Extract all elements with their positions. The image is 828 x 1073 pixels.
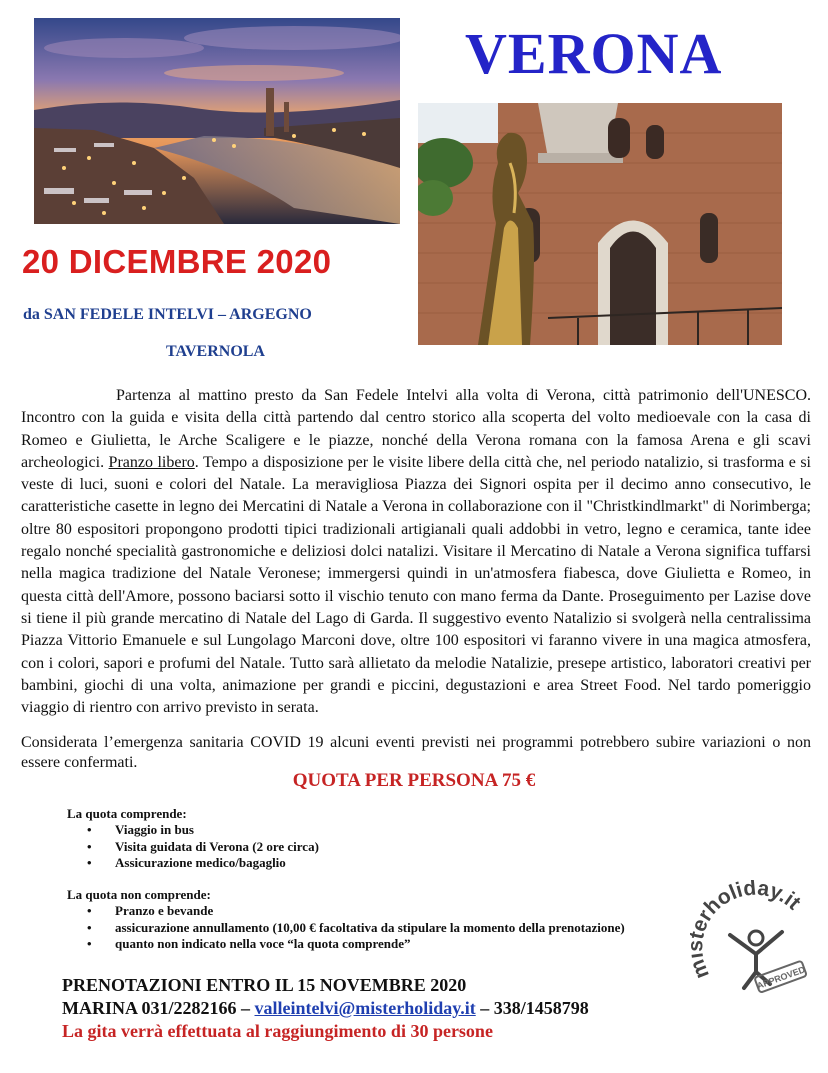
description-part-1: Partenza al mattino presto da San Fedele Intelvi alla volta di Verona, città patrimonio dell'UNESCO. Incontro con la guida e visita della città partendo dal centro storico alla scoperta del volto medioevale con la casa di Romeo e Giulietta, le Arche Scaligere e le piazze, nonché della Verona romana con la famosa Arena e gli scavi archeologici. (21, 387, 811, 471)
contact-line (62, 997, 589, 1020)
logo-brand-text: rholiday.it (693, 880, 806, 926)
juliet-statue-photo (418, 103, 782, 345)
includes-title: La quota comprende: (67, 806, 187, 821)
list-item: • Assicurazione medico/bagaglio (87, 855, 286, 870)
contact-email-link[interactable]: valleintelvi@misterholiday.it (254, 998, 476, 1018)
misterholiday-logo (690, 880, 820, 1010)
list-item: • quanto non indicato nella voce “la quota comprende” (87, 936, 411, 951)
verona-panorama-photo (34, 18, 400, 224)
contact-mobile: – 338/1458798 (475, 998, 589, 1018)
description-part-2: . Tempo a disposizione per le visite libere della città che, nel periodo natalizio, si trasforma e si veste di luci, suoni e colori del Natale. La meravigliosa Piazza dei Signori ospita per il decimo anno consecutivo, le caratteristiche casette in legno dei Mercatini di Natale a Verona in collaborazione con il "Christkindlmarkt" di Norimberga; oltre 80 espositori propongono prodotti tipici tradizionali artigianali quali addobbi in vetro, legno e ceramica, tante idee regalo nonché specialità gastronomiche e deliziosi dolci natalizi. Visitare il Mercatino di Natale a Verona significa tuffarsi nella magica tradizione del Natale Veronese; immergersi quindi in un'atmosfera fiabesca, dove Giulietta e Romeo, in questa città dell'Amore, possono baciarsi sotto il vischio tenuto con mano ferma da Dante. Proseguimento per Lazise dove si tiene il più grande mercatino di Natale del Lago di Garda. Il suggestivo evento Natalizio si svolgerà nella centralissima Piazza Vittorio Emanuele e sul Lungolago Marconi dove, oltre 100 espositori vi faranno vivere in una magica atmosfera, con i colori, sapori e profumi del Natale. Tutto sarà allietato da melodie Natalizie, presepe artistico, laboratori creativi per bambini, giochi di una volta, animazione per grandi e piccini, degustazioni e area Street Food. Nel tardo pomeriggio viaggio di rientro con arrivo previsto in serata. (21, 453, 811, 717)
list-item: • Pranzo e bevande (87, 903, 214, 918)
free-lunch-note: Pranzo libero (108, 453, 195, 471)
departure-location-tavernola: TAVERNOLA (166, 343, 265, 360)
event-date: 20 DICEMBRE 2020 (22, 243, 332, 280)
price-per-person: QUOTA PER PERSONA 75 € (292, 770, 536, 791)
bullet-icon: • (87, 936, 92, 951)
bullet-icon: • (87, 903, 92, 918)
bullet-icon: • (87, 822, 92, 837)
contact-phone: MARINA 031/2282166 – (62, 998, 255, 1018)
approved-badge: APPROVED (755, 964, 807, 991)
list-item: • assicurazione annullamento (10,00 € facoltativa da stipulare la momento della prenotazione) (87, 919, 625, 935)
minimum-participants-note: La gita verrà effettuata al raggiungimento di 30 persone (62, 1021, 493, 1041)
bullet-icon: • (87, 838, 92, 854)
list-item: • Visita guidata di Verona (2 ore circa) (87, 838, 319, 854)
covid-notice: Considerata l’emergenza sanitaria COVID 19 alcuni eventi previsti nei programmi potrebbero subire variazioni o non essere confermati. (21, 734, 811, 771)
booking-deadline: PRENOTAZIONI ENTRO IL 15 NOVEMBRE 2020 (62, 975, 467, 995)
page-title: VERONA (465, 21, 723, 86)
departure-locations: da SAN FEDELE INTELVI – ARGEGNO (23, 306, 312, 323)
includes-list (87, 822, 319, 872)
excludes-title: La quota non comprende: (67, 887, 211, 902)
bullet-icon: • (87, 855, 92, 870)
itinerary-description (21, 385, 811, 719)
list-item: • Viaggio in bus (87, 822, 194, 837)
excludes-list (87, 903, 625, 953)
bullet-icon: • (87, 919, 92, 935)
